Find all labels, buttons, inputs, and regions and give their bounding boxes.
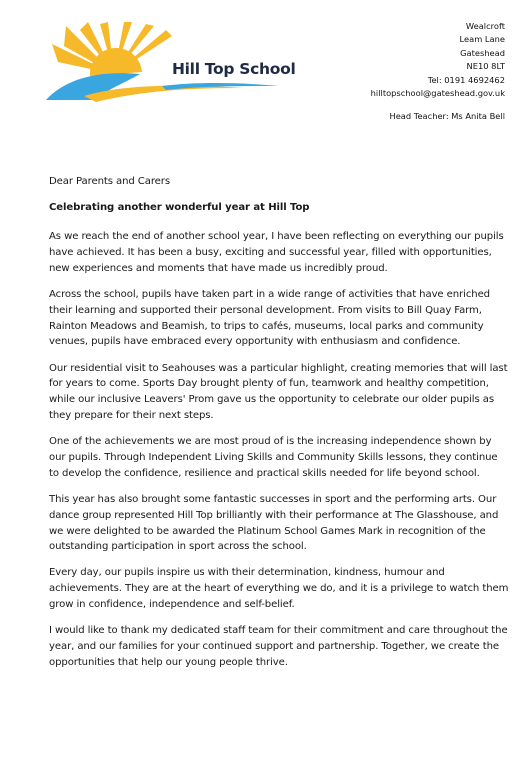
address-line: Leam Lane xyxy=(459,34,505,45)
school-name: Hill Top School xyxy=(172,60,296,78)
letter-subject: Celebrating another wonderful year at Hill Top xyxy=(49,202,310,214)
paragraph: I would like to thank my dedicated staff team for their commitment and care throughout the year, and our families for your continued support and partnership. Together, we create the opportunities that help our young people thrive. xyxy=(49,625,508,668)
address-line: NE10 8LT xyxy=(466,61,505,72)
greeting: Dear Parents and Carers xyxy=(49,176,170,187)
paragraph: As we reach the end of another school year, I have been reflecting on everything our pupils have achieved. It has been a busy, exciting and successful year, filled with opportunities, new experiences and moments that have made us incredibly proud. xyxy=(49,231,504,274)
paragraph: Every day, our pupils inspire us with their determination, kindness, humour and achievements. They are at the heart of everything we do, and it is a privilege to watch them grow in confidence, independence and self-belief. xyxy=(49,567,509,611)
paragraph: This year has also brought some fantastic successes in sport and the performing arts. Our dance group represented Hill Top brilliantly with their performance at The Glasshouse, and we were delighted to be awarded the Platinum School Games Mark in recognition of the outstanding participation in sport across the school. xyxy=(49,493,499,553)
school-address xyxy=(371,20,505,100)
paragraph: Across the school, pupils have taken part in a wide range of activities that have enriched their learning and supported their personal development. From visits to Bill Quay Farm, Rainton Meadows and Beamish, to trips to cafés, museums, local parks and community venues, pupils have embraced every opportunity with enthusiasm and confidence. xyxy=(49,288,490,348)
head-teacher: Head Teacher: Ms Anita Bell xyxy=(389,111,505,121)
school-logo xyxy=(44,22,296,102)
address-line: Gateshead xyxy=(460,47,505,58)
address-line: Wealcroft xyxy=(465,21,505,31)
letter-body xyxy=(49,174,509,681)
paragraph: One of the achievements we are most proud of is the increasing independence shown by our pupils. Through Independent Living Skills and Community Skills lessons, they continue to develop the confidence, resilience and practical skills needed for life beyond school. xyxy=(49,436,498,479)
email-address: hilltopschool@gateshead.gov.uk xyxy=(370,88,505,99)
paragraph: Our residential visit to Seahouses was a particular highlight, creating memories that will last for years to come. Sports Day brought plenty of fun, teamwork and healthy competition, while our inclusive Leavers' Prom gave us the opportunity to celebrate our older pupils as they prepare for their next steps. xyxy=(49,362,508,421)
phone-number: Tel: 0191 4692462 xyxy=(427,74,505,85)
